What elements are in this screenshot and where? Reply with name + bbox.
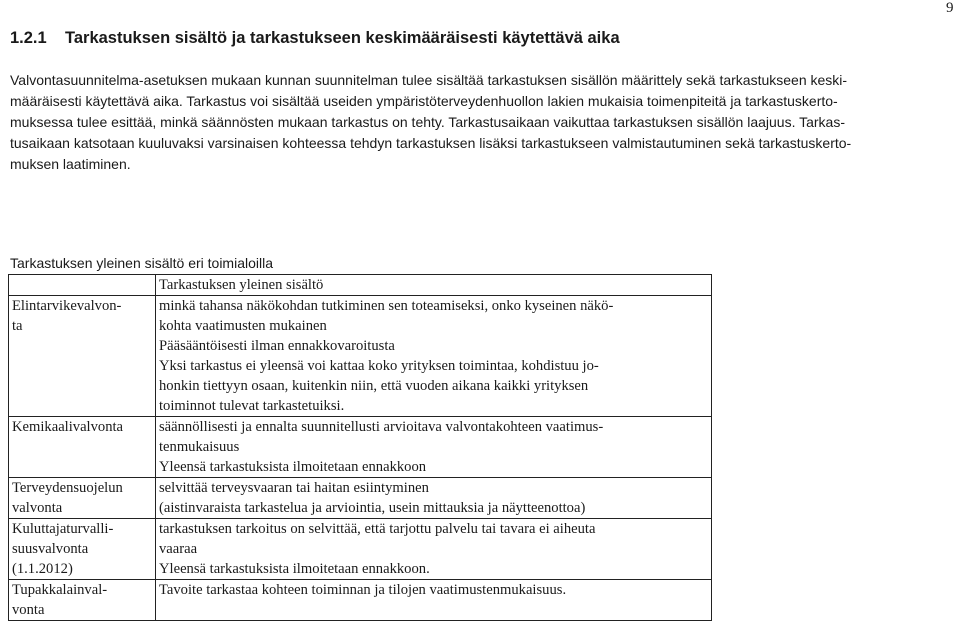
table-header-cell <box>156 275 712 296</box>
area-cell <box>9 519 156 580</box>
inspection-content-table <box>8 274 712 621</box>
table-row <box>9 580 712 621</box>
content-line: Yleensä tarkastuksista ilmoitetaan ennakkoon. <box>159 561 430 577</box>
area-cell <box>9 580 156 621</box>
content-line: tarkastuksen tarkoitus on selvittää, että tarjottu palvelu tai tavara ei aiheuta <box>159 521 596 537</box>
table-row <box>9 519 712 580</box>
content-line: Yksi tarkastus ei yleensä voi kattaa koko yrityksen toimintaa, kohdistuu jo- <box>159 358 599 374</box>
paragraph-line: muksen laatiminen. <box>10 156 131 172</box>
area-line: Elintarvikevalvon- <box>12 298 122 314</box>
table-row <box>9 478 712 519</box>
content-line: Tavoite tarkastaa kohteen toiminnan ja tilojen vaatimustenmukaisuus. <box>159 582 567 598</box>
content-line: selvittää terveysvaaran tai haitan esiintyminen <box>159 480 429 496</box>
paragraph-line: tusaikaan katsotaan kuuluvaksi varsinaisen kohteessa tehdyn tarkastuksen lisäksi tarkastukseen valmistautuminen sekä tarkastuskerto- <box>10 135 852 151</box>
content-line: toiminnot tulevat tarkastetuiksi. <box>159 398 345 414</box>
area-line: vonta <box>12 602 45 618</box>
area-line: Terveydensuojelun <box>12 480 123 496</box>
table-row <box>9 417 712 478</box>
content-cell <box>156 580 712 621</box>
table-header-text: Tarkastuksen yleinen sisältö <box>159 277 324 293</box>
table-caption: Tarkastuksen yleinen sisältö eri toimialoilla <box>10 255 274 271</box>
content-line: säännöllisesti ja ennalta suunnitellusti arvioitava valvontakohteen vaatimus- <box>159 419 604 435</box>
area-line: (1.1.2012) <box>12 561 73 577</box>
content-line: Pääsääntöisesti ilman ennakkovaroitusta <box>159 338 395 354</box>
content-cell <box>156 478 712 519</box>
area-cell <box>9 478 156 519</box>
content-line: vaaraa <box>159 541 198 557</box>
content-cell <box>156 296 712 417</box>
area-cell <box>9 296 156 417</box>
content-cell <box>156 417 712 478</box>
area-line: suusvalvonta <box>12 541 89 557</box>
section-heading <box>10 29 620 48</box>
section-number: 1.2.1 <box>10 29 47 47</box>
paragraph-line: muksessa tulee esittää, minkä säännösten mukaan tarkastus on tehty. Tarkastusaikaan vaikuttaa tarkastuksen sisällön laajuus. Tarkas- <box>10 114 845 130</box>
page-number: 9 <box>946 0 954 16</box>
content-line: tenmukaisuus <box>159 439 240 455</box>
paragraph-line: määräisesti käytettävä aika. Tarkastus voi sisältää useiden ympäristöterveydenhuollon lakien mukaisia toimenpiteitä ja tarkastuskerto- <box>10 93 838 109</box>
content-line: kohta vaatimusten mukainen <box>159 318 327 334</box>
content-line: honkin tiettyyn osaan, kuitenkin niin, että vuoden aikana kaikki yrityksen <box>159 378 589 394</box>
table-row <box>9 296 712 417</box>
area-line: Kemikaalivalvonta <box>12 419 124 435</box>
content-line: Yleensä tarkastuksista ilmoitetaan ennakkoon <box>159 459 427 475</box>
header-empty-cell <box>9 275 156 296</box>
section-title: Tarkastuksen sisältö ja tarkastukseen keskimääräisesti käytettävä aika <box>65 29 620 47</box>
body-paragraph <box>10 70 956 175</box>
area-line: Tupakkalainval- <box>12 582 108 598</box>
paragraph-line: Valvontasuunnitelma-asetuksen mukaan kunnan suunnitelman tulee sisältää tarkastuksen sisällön määrittely sekä tarkastukseen keski- <box>10 72 848 88</box>
content-cell <box>156 519 712 580</box>
area-line: valvonta <box>12 500 63 516</box>
area-line: Kuluttajaturvalli- <box>12 521 114 537</box>
area-line: ta <box>12 318 23 334</box>
table-header-row <box>9 275 712 296</box>
content-line: minkä tahansa näkökohdan tutkiminen sen toteamiseksi, onko kyseinen näkö- <box>159 298 614 314</box>
content-line: (aistinvaraista tarkastelua ja arviointia, usein mittauksia ja näytteenottoa) <box>159 500 586 516</box>
area-cell <box>9 417 156 478</box>
